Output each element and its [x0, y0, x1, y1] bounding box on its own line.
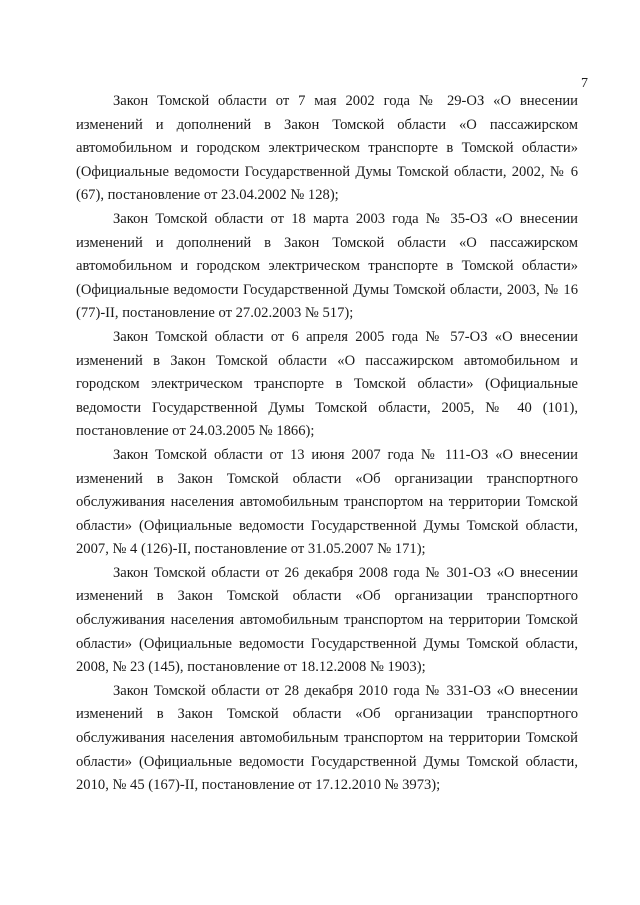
law-amendment-paragraph: Закон Томской области от 18 марта 2003 года № 35-ОЗ «О внесении изменений и дополнений в Закон Томской области «О пассажирском автомобильном и городском электрическом транспорте в Томской области» (Официальные ведомости Государственной Думы Томской области, 2003, № 16 (77)-II, постановление от 27.02.2003 № 517); — [76, 210, 578, 322]
page-number: 7 — [581, 76, 588, 91]
law-amendment-paragraph: Закон Томской области от 6 апреля 2005 года № 57-ОЗ «О внесении изменений в Закон Томской области «О пассажирском автомобильном и городском электрическом транспорте в Томской области» (Официальные ведомости Государственной Думы Томской области, 2005, № 40 (101), постановление от 24.03.2005 № 1866); — [76, 328, 578, 440]
law-amendment-paragraph: Закон Томской области от 7 мая 2002 года № 29-ОЗ «О внесении изменений и дополнений в Закон Томской области «О пассажирском автомобильном и городском электрическом транспорте в Томской области» (Официальные ведомости Государственной Думы Томской области, 2002, № 6 (67), постановление от 23.04.2002 № 128); — [76, 93, 578, 204]
law-amendment-paragraph: Закон Томской области от 28 декабря 2010 года № 331-ОЗ «О внесении изменений в Закон Томской области «Об организации транспортного обслуживания населения автомобильным транспортом на территории Томской области» (Официальные ведомости Государственной Думы Томской области, 2010, № 45 (167)-II, постановление от 17.12.2010 № 3973); — [76, 682, 578, 794]
law-amendment-paragraph: Закон Томской области от 26 декабря 2008 года № 301-ОЗ «О внесении изменений в Закон Томской области «Об организации транспортного обслуживания населения автомобильным транспортом на территории Томской области» (Официальные ведомости Государственной Думы Томской области, 2008, № 23 (145), постановление от 18.12.2008 № 1903); — [76, 564, 578, 676]
law-amendment-paragraph: Закон Томской области от 13 июня 2007 года № 111-ОЗ «О внесении изменений в Закон Томской области «Об организации транспортного обслуживания населения автомобильным транспортом на территории Томской области» (Официальные ведомости Государственной Думы Томской области, 2007, № 4 (126)-II, постановление от 31.05.2007 № 171); — [76, 446, 578, 558]
document-body — [76, 90, 578, 798]
